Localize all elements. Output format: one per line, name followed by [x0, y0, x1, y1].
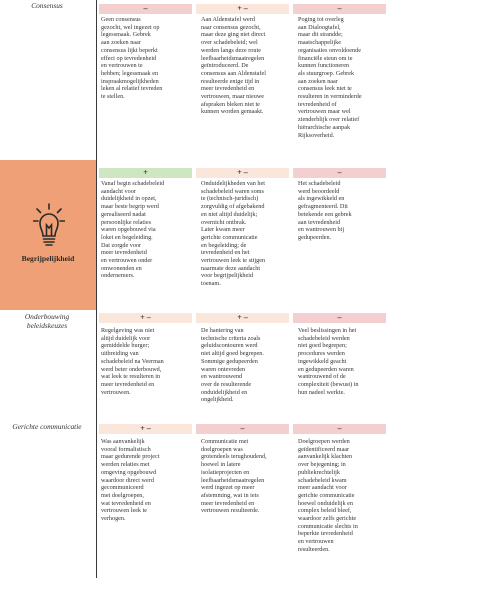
- table-cell: Veel beslissingen in het schadebeleid werden niet goed begrepen; procedures werden ingewikkeld geacht en gedupeerden waren wantrouwend of de complexiteit (bewust) in hun nadeel werkte.: [298, 327, 359, 396]
- rating-header: –: [99, 4, 192, 14]
- table-cell: Aan Aldenstafel werd naar consensus gezocht, maar deze ging niet direct over schadebeleid; wel werden langs deze route leefbaarheidsmaatregelen geïntroduceerd. De consensus aan Aldenstafel resulteerde enige tijd in meer tevredenheid en vertrouwen, maar nieuwe afspraken bleken niet te kunnen worden gemaakt.: [201, 16, 266, 116]
- rating-header: + –: [196, 313, 289, 323]
- rating-header: +: [99, 168, 192, 178]
- table-cell: Communicatie met doelgroepen was grotendeels terughoudend, hoewel in latere isolatieprojecten en leefbaarheidsmaatregelen werd ingezet op meer afstemming, wat in iets meer tevredenheid en vertrouwen resulteerde.: [201, 438, 267, 515]
- table-cell: Regelgeving was niet altijd duidelijk voor gemiddelde burger; uitbreiding van schadebeleid na Veerman werd beter onderbouwd, wat leek te resulteren in meer tevredenheid en vertrouwen.: [101, 327, 164, 396]
- lightbulb-icon: [33, 203, 65, 249]
- row-label-onderbouwing: Onderbouwing beleidskeuzes: [24, 312, 70, 330]
- table-cell: Onduidelijkheden van het schadebeleid waren soms te (technisch-juridisch) zorgvuldig of afgebakend en niet altijd duidelijk; overnicht ontbrak. Later kwam meer gerichte communicatie en begeleiding; de tevredenheid en het vertrouwen leek te stijgen naarmate deze aandacht voor begrijpelijkheid toenam.: [201, 180, 266, 288]
- table-cell: Vanaf begin schadebeleid aandacht voor duidelijkheid in opzet, maar beste begrip werd gerealiseerd nadat persoonlijke relaties waren opgebouwd via loket en begeleiding. Dat zorgde voor meer tevredenheid en vertrouwen onder omwonenden en ondernemers.: [101, 180, 165, 280]
- rating-header: –: [196, 424, 289, 434]
- table-cell: Geen consensus gezocht, wel ingezet op legessmaak. Gebrek aan zoeken naar consensus lijkt beperkt effect op tevredenheid en vertrouwen te hebben; legessmaak en inspraakmogelijkheden leken al relatief tevreden te stellen.: [101, 16, 163, 101]
- row-label-communicatie: Gerichte communicatie: [12, 422, 82, 431]
- begrijpelijkheid-label: Begrijpelijkheid: [21, 254, 75, 263]
- rating-header: –: [293, 313, 386, 323]
- row-label-consensus: Consensus: [31, 1, 63, 10]
- table-cell: Het schadebeleid werd beoordeeld als ingewikkeld en gefragmenteerd. Dit betekende een gebrek aan tevredenheid en wantrouwen bij gedupeerden.: [298, 180, 352, 241]
- table-cell: De hantering van technische criteria zoals geluidscontouren werd niet altijd goed begrepen. Sommige gedupeerden waren ontevreden en wantrouwend over de resulterende onduidelijkheid en ongelijkheid.: [201, 327, 264, 404]
- table-cell: Was aanvankelijk vooral formalistisch maar gedurende project werden relaties met omgeving opgebouwd waardoor direct werd gecommuniceerd met doelgroepen, wat tevredenheid en vertrouwen leek te verhogen.: [101, 438, 160, 523]
- begrijpelijkheid-block: [0, 160, 96, 310]
- rating-header: –: [293, 424, 386, 434]
- rating-header: –: [293, 4, 386, 14]
- table-cell: Poging tot overleg aan Dialoogtafel, maar dit strandde; maatschappelijke organisaties onvoldoende financiële steun om te kunnen functioneren als stuurgroep. Gebrek aan zoeken naar consensus leek niet te resulteren in verminderde tevredenheid of vertrouwen maar wel zienderblijk over relatief hiërarchische aanpak Rijksoverheid.: [298, 16, 362, 139]
- rating-header: + –: [196, 168, 289, 178]
- table-cell: Doelgroepen werden geïdentificeerd maar aanvankelijk klachten over bejegening; in publiekrechtelijk schadebeleid kwam meer aandacht voor gerichte communicatie hoewel onduidelijk en complex beleid bleef, waardoor zelfs gerichte communicatie slechts in beperkte tevredenheid en vertrouwen resulteerden.: [298, 438, 358, 553]
- rating-header: –: [293, 168, 386, 178]
- rating-header: + –: [99, 424, 192, 434]
- column-divider: [96, 0, 97, 578]
- rating-header: + –: [99, 313, 192, 323]
- rating-header: + –: [196, 4, 289, 14]
